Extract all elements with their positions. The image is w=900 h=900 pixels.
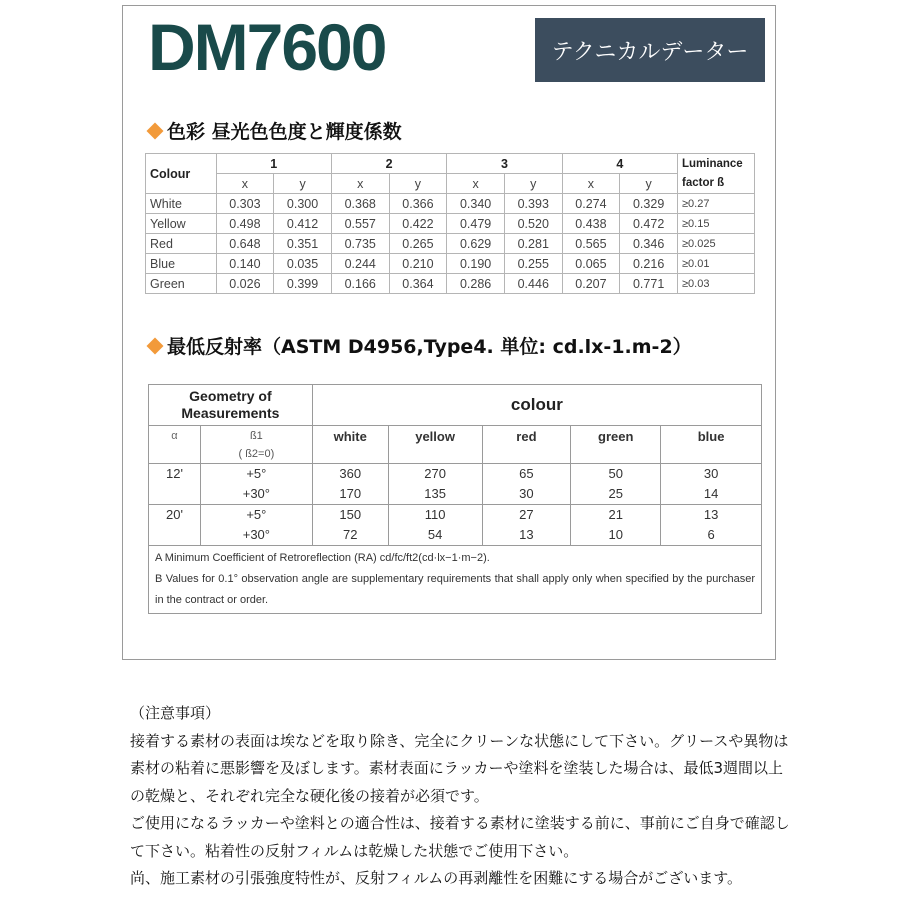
footnote-b: B Values for 0.1° observation angle are supplementary requirements that shall apply only when specified by the purchaser in the contract or order.: [155, 573, 755, 606]
header-x: x: [216, 174, 274, 194]
header-y: y: [504, 174, 562, 194]
cell: 0.340: [447, 194, 505, 214]
header-alpha: α: [149, 426, 201, 464]
row-label: White: [146, 194, 217, 214]
value: 27: [519, 507, 534, 522]
value: 270: [424, 466, 446, 481]
technical-data-badge: テクニカルデーター: [535, 18, 765, 82]
product-logo: DM7600: [148, 10, 386, 84]
cell: 0.303: [216, 194, 274, 214]
header-colour: Colour: [146, 154, 217, 194]
value: 14: [703, 486, 719, 501]
header-beta: [200, 426, 312, 464]
cell: 0.648: [216, 234, 274, 254]
cell: 0.351: [274, 234, 332, 254]
cell: [388, 464, 482, 505]
value: 72: [343, 527, 358, 542]
beta-value: +30°: [242, 527, 270, 542]
value: 25: [608, 486, 623, 501]
footnote-a: A Minimum Coefficient of Retroreflection (RA) cd/fc/ft2(cd·lx−1·m−2).: [155, 552, 490, 564]
notes-paragraph: 接着する素材の表面は埃などを取り除き、完全にクリーンな状態にして下さい。グリースや異物は素材の粘着に悪影響を及ぼします。素材表面にラッカーや塗料を塗装した場合は、最低3週間以上の乾燥と、それぞれ完全な硬化後の接着が必須です。: [130, 731, 789, 805]
value: 21: [608, 507, 623, 522]
diamond-bullet-icon: [147, 337, 164, 354]
header-y: y: [620, 174, 678, 194]
row-label: Green: [146, 274, 217, 294]
cell: 0.190: [447, 254, 505, 274]
header-geometry: Geometry of Measurements: [149, 385, 313, 426]
table-row: [146, 274, 755, 294]
luminance-cell: ≥0.15: [678, 214, 755, 234]
luminance-cell: ≥0.01: [678, 254, 755, 274]
cell: 0.399: [274, 274, 332, 294]
cell: [661, 464, 762, 505]
section-title-text: 最低反射率（ASTM D4956,Type4. 単位: cd.lx-1.m-2）: [167, 336, 692, 358]
header-yellow: yellow: [388, 426, 482, 464]
value: 10: [608, 527, 623, 542]
caution-notes: [130, 700, 790, 893]
cell: 0.472: [620, 214, 678, 234]
table-footnotes: [149, 546, 762, 614]
header-x: x: [447, 174, 505, 194]
cell: 0.629: [447, 234, 505, 254]
chromaticity-table: [145, 153, 755, 294]
header-group-3: 3: [447, 154, 562, 174]
beta-value: +30°: [242, 486, 270, 501]
cell: 0.026: [216, 274, 274, 294]
cell: [661, 505, 762, 546]
beta2-label: ( ß2=0): [238, 448, 275, 460]
value: 150: [339, 507, 362, 522]
beta-cell: [200, 505, 312, 546]
cell: 0.446: [504, 274, 562, 294]
value: 135: [424, 486, 446, 501]
value: 54: [427, 527, 443, 542]
section-title-text: 色彩 昼光色色度と輝度係数: [167, 121, 402, 143]
cell: [312, 464, 388, 505]
cell: [571, 505, 661, 546]
cell: 0.216: [620, 254, 678, 274]
cell: 0.438: [562, 214, 620, 234]
cell: 0.281: [504, 234, 562, 254]
table-row: [149, 464, 762, 505]
cell: [388, 505, 482, 546]
cell: 0.557: [331, 214, 389, 234]
header-blue: blue: [661, 426, 762, 464]
section-title-colour: [147, 117, 402, 144]
header-x: x: [562, 174, 620, 194]
cell: 0.265: [389, 234, 447, 254]
value: 6: [707, 527, 715, 542]
luminance-cell: ≥0.03: [678, 274, 755, 294]
value: 360: [339, 466, 362, 481]
table-row: [146, 254, 755, 274]
cell: 0.166: [331, 274, 389, 294]
header-white: white: [312, 426, 388, 464]
cell: 0.274: [562, 194, 620, 214]
cell: 0.346: [620, 234, 678, 254]
table-row: [146, 194, 755, 214]
cell: [571, 464, 661, 505]
beta1-label: ß1: [249, 430, 263, 442]
value: 13: [519, 527, 534, 542]
value: 30: [519, 486, 534, 501]
header-luminance: Luminance factor ß: [678, 154, 755, 194]
cell: 0.393: [504, 194, 562, 214]
cell: 0.300: [274, 194, 332, 214]
cell: 0.140: [216, 254, 274, 274]
cell: 0.210: [389, 254, 447, 274]
cell: 0.520: [504, 214, 562, 234]
notes-heading: （注意事項）: [130, 704, 221, 722]
beta-value: +5°: [246, 466, 267, 481]
table-row: [146, 234, 755, 254]
cell: 0.286: [447, 274, 505, 294]
header-group-2: 2: [331, 154, 446, 174]
cell: [312, 505, 388, 546]
cell: 0.244: [331, 254, 389, 274]
header-red: red: [482, 426, 571, 464]
header-group-1: 1: [216, 154, 331, 174]
cell: 0.479: [447, 214, 505, 234]
cell: 0.771: [620, 274, 678, 294]
cell: 0.412: [274, 214, 332, 234]
cell: 0.368: [331, 194, 389, 214]
cell: 0.366: [389, 194, 447, 214]
alpha-cell: 12': [149, 464, 201, 505]
cell: 0.735: [331, 234, 389, 254]
value: 65: [519, 466, 534, 481]
beta-cell: [200, 464, 312, 505]
cell: 0.565: [562, 234, 620, 254]
header-y: y: [274, 174, 332, 194]
header-group-4: 4: [562, 154, 677, 174]
section-title-reflectance: [147, 332, 692, 359]
beta-value: +5°: [246, 507, 267, 522]
cell: [482, 505, 571, 546]
table-row: [149, 505, 762, 546]
row-label: Blue: [146, 254, 217, 274]
retroreflection-table: [148, 384, 762, 614]
cell: [482, 464, 571, 505]
value: 110: [424, 507, 446, 522]
luminance-cell: ≥0.27: [678, 194, 755, 214]
header-colour: colour: [312, 385, 761, 426]
cell: 0.329: [620, 194, 678, 214]
row-label: Yellow: [146, 214, 217, 234]
notes-paragraph: 尚、施工素材の引張強度特性が、反射フィルムの再剥離性を困難にする場合がございます。: [130, 869, 743, 887]
cell: 0.255: [504, 254, 562, 274]
value: 13: [703, 507, 719, 522]
value: 170: [339, 486, 362, 501]
cell: 0.422: [389, 214, 447, 234]
notes-paragraph: ご使用になるラッカーや塗料との適合性は、接着する素材に塗装する前に、事前にご自身で確認して下さい。粘着性の反射フィルムは乾燥した状態でご使用下さい。: [130, 814, 790, 860]
value: 50: [608, 466, 623, 481]
cell: 0.364: [389, 274, 447, 294]
luminance-cell: ≥0.025: [678, 234, 755, 254]
alpha-cell: 20': [149, 505, 201, 546]
cell: 0.035: [274, 254, 332, 274]
cell: 0.207: [562, 274, 620, 294]
cell: 0.498: [216, 214, 274, 234]
value: 30: [703, 466, 719, 481]
cell: 0.065: [562, 254, 620, 274]
diamond-bullet-icon: [147, 122, 164, 139]
row-label: Red: [146, 234, 217, 254]
header-green: green: [571, 426, 661, 464]
header-y: y: [389, 174, 447, 194]
table-row: [146, 214, 755, 234]
header-x: x: [331, 174, 389, 194]
